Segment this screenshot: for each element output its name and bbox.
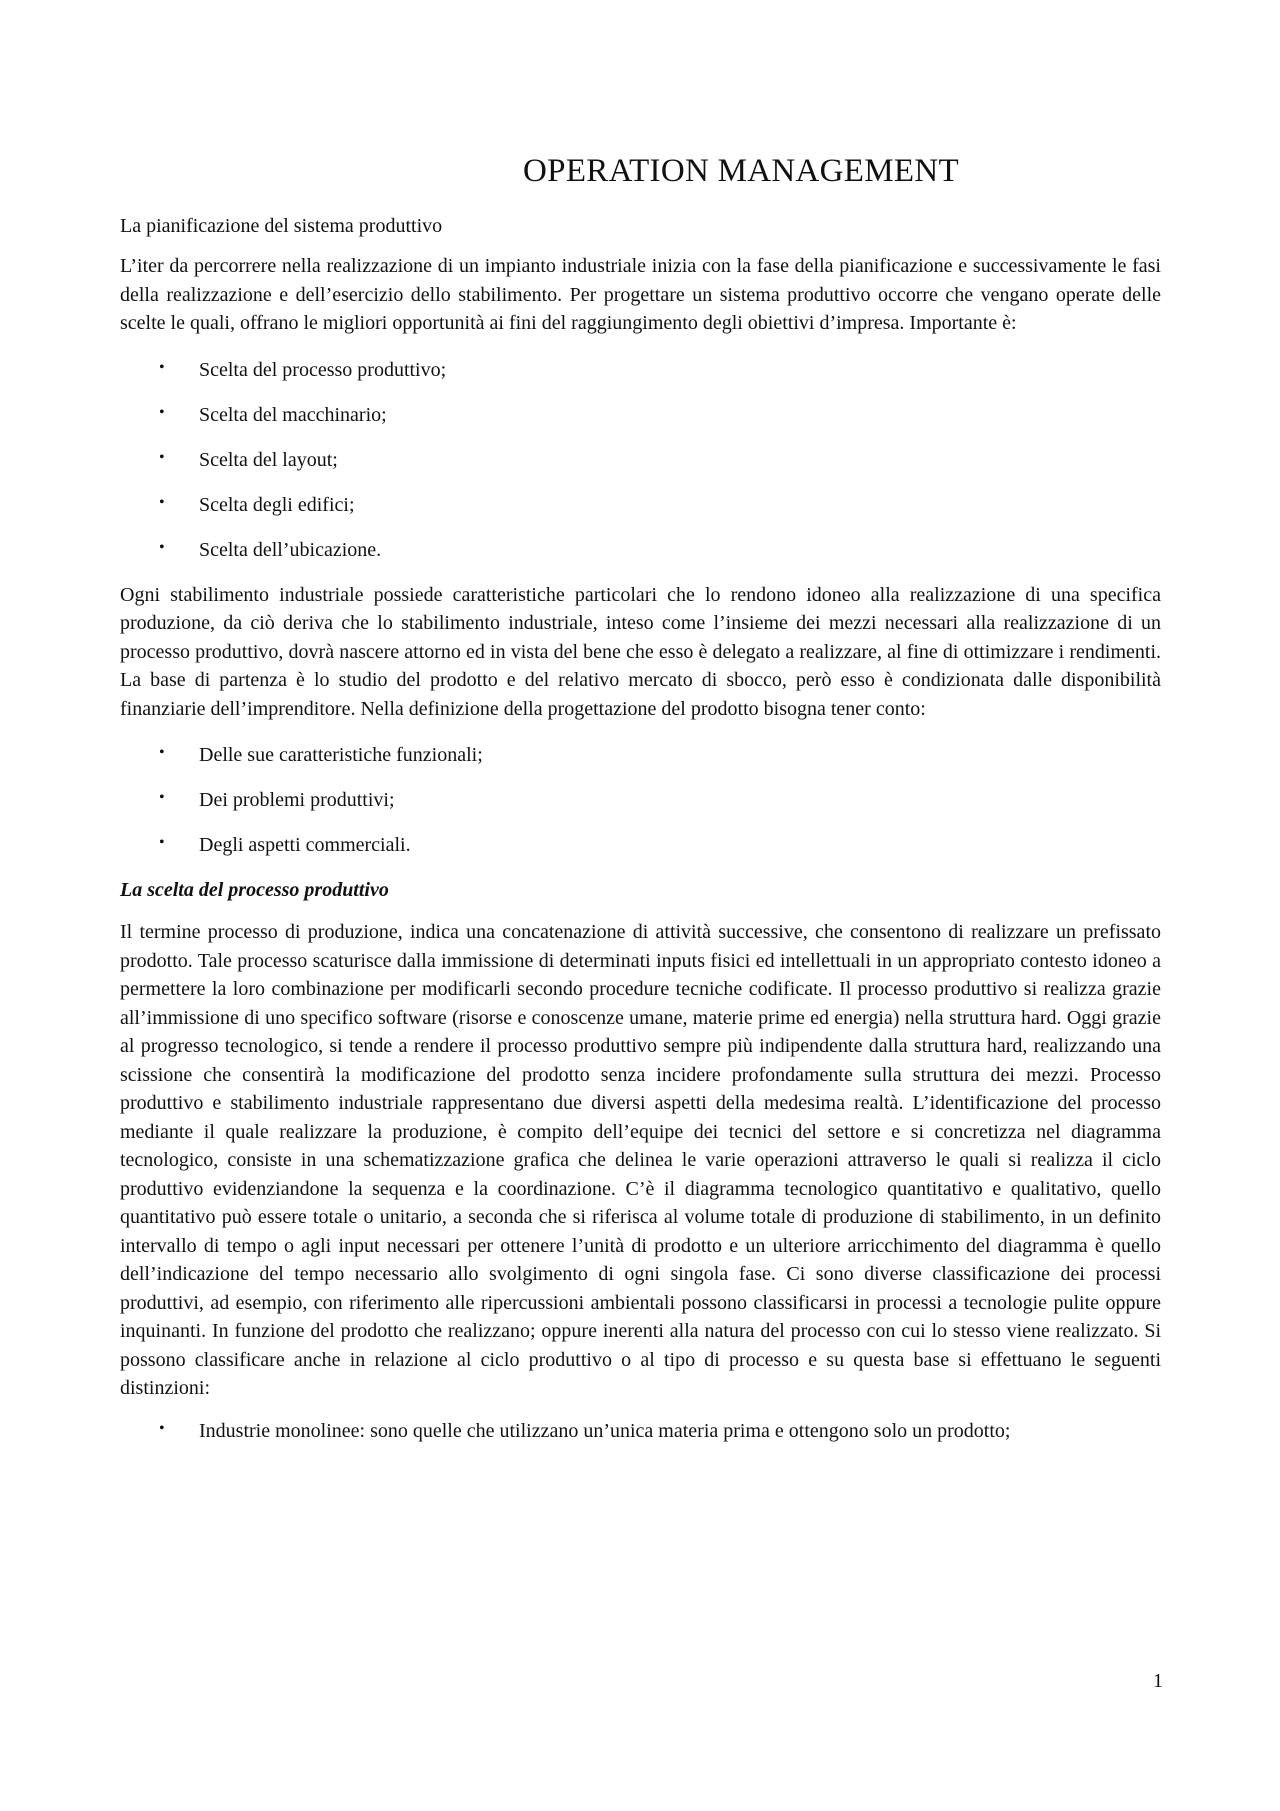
page-content bbox=[120, 150, 1161, 1462]
bullet-icon: • bbox=[159, 744, 165, 761]
list-item bbox=[120, 1417, 1161, 1445]
list-item-text: Delle sue caratteristiche funzionali; bbox=[199, 744, 483, 766]
list-item bbox=[120, 831, 1161, 859]
bullet-icon: • bbox=[159, 834, 165, 851]
bullet-icon: • bbox=[159, 493, 165, 511]
list-item-text: Scelta del processo produttivo; bbox=[199, 358, 447, 381]
list-item-text: Dei problemi produttivi; bbox=[199, 789, 395, 811]
list-item bbox=[120, 446, 1161, 474]
list-item-text: Scelta dell’ubicazione. bbox=[199, 538, 382, 561]
section-paragraph: Il termine processo di produzione, indica una concatenazione di attività successive, che consentono di realizzare un prefissato prodotto. Tale processo scaturisce dalla immissione di determinati inputs fisici ed intellettuali in un appropriato contesto idoneo a permettere la loro combinazione per modificarli secondo procedure tecniche codificate. Il processo produttivo si realizza grazie all’immissione di uno specifico software (risorse e conoscenze umane, materie prime ed energia) nella struttura hard. Oggi grazie al progresso tecnologico, si tende a rendere il processo produttivo sempre più indipendente dalla struttura hard, realizzando una scissione che consentirà la modificazione del prodotto senza incidere profondamente sulla struttura dei mezzi. Processo produttivo e stabilimento industriale rappresentano due diversi aspetti della medesima realtà. L’identificazione del processo mediante il quale realizzare la produzione, è compito dell’equipe dei tecnici del settore e si concretizza nel diagramma tecnologico, consiste in una schematizzazione grafica che delinea le varie operazioni attraverso le quali si realizza il ciclo produttivo evidenziandone la sequenza e la coordinazione. C’è il diagramma tecnologico quantitativo e qualitativo, quello quantitativo può essere totale o unitario, a seconda che si riferisca al volume totale di produzione di stabilimento, in un definito intervallo di tempo o agli input necessari per ottenere l’unità di prodotto e un ulteriore arricchimento del diagramma è quello dell’indicazione del tempo necessario allo svolgimento di ogni singola fase. Ci sono diverse classificazione dei processi produttivi, ad esempio, con riferimento alle ripercussioni ambientali possono classificarsi in processi a tecnologie pulite oppure inquinanti. In funzione del prodotto che realizzano; oppure inerenti alla natura del processo con cui lo stesso viene realizzato. Si possono classificare anche in relazione al ciclo produttivo o al tipo di processo e su questa base si effettuano le seguenti distinzioni: bbox=[120, 921, 1161, 1399]
list-item bbox=[120, 741, 1161, 769]
list-item bbox=[120, 536, 1161, 564]
distinctions-list bbox=[120, 1417, 1161, 1445]
document-title: OPERATION MANAGEMENT bbox=[523, 153, 959, 189]
list-item bbox=[120, 491, 1161, 519]
bullet-icon: • bbox=[159, 538, 165, 556]
considerations-list bbox=[120, 741, 1161, 859]
page-number: 1 bbox=[1153, 1670, 1163, 1692]
list-item bbox=[120, 786, 1161, 814]
bullet-icon: • bbox=[159, 1419, 165, 1437]
list-item-text: Scelta degli edifici; bbox=[199, 493, 355, 516]
list-item bbox=[120, 356, 1161, 384]
bullet-icon: • bbox=[159, 403, 165, 421]
list-item-text: Degli aspetti commerciali. bbox=[199, 834, 411, 856]
choices-list bbox=[120, 356, 1161, 564]
list-item-text: Scelta del layout; bbox=[199, 448, 338, 471]
second-paragraph: Ogni stabilimento industriale possiede caratteristiche particolari che lo rendono idoneo alla realizzazione di una specifica produzione, da ciò deriva che lo stabilimento industriale, inteso come l’insieme dei mezzi necessari alla realizzazione di un processo produttivo, dovrà nascere attorno ed in vista del bene che esso è delegato a realizzare, al fine di ottimizzare i rendimenti. La base di partenza è lo studio del prodotto e del relativo mercato di sbocco, però esso è condizionata dalle disponibilità finanziarie dell’imprenditore. Nella definizione della progettazione del prodotto bisogna tener conto: bbox=[120, 583, 1161, 720]
intro-paragraph: L’iter da percorrere nella realizzazione di un impianto industriale inizia con la fase della pianificazione e successivamente le fasi della realizzazione e dell’esercizio dello stabilimento. Per progettare un sistema produttivo occorre che vengano operate delle scelte le quali, offrano le migliori opportunità ai fini del raggiungimento degli obiettivi d’impresa. Importante è: bbox=[120, 255, 1161, 334]
list-item-text: Scelta del macchinario; bbox=[199, 403, 387, 426]
list-item-text: Industrie monolinee: sono quelle che utilizzano un’unica materia prima e ottengono solo un prodotto; bbox=[199, 1419, 1011, 1442]
section-heading: La scelta del processo produttivo bbox=[120, 879, 389, 901]
subtitle: La pianificazione del sistema produttivo bbox=[120, 215, 443, 237]
bullet-icon: • bbox=[159, 448, 165, 466]
bullet-icon: • bbox=[159, 789, 165, 806]
list-item bbox=[120, 401, 1161, 429]
bullet-icon: • bbox=[159, 358, 165, 376]
